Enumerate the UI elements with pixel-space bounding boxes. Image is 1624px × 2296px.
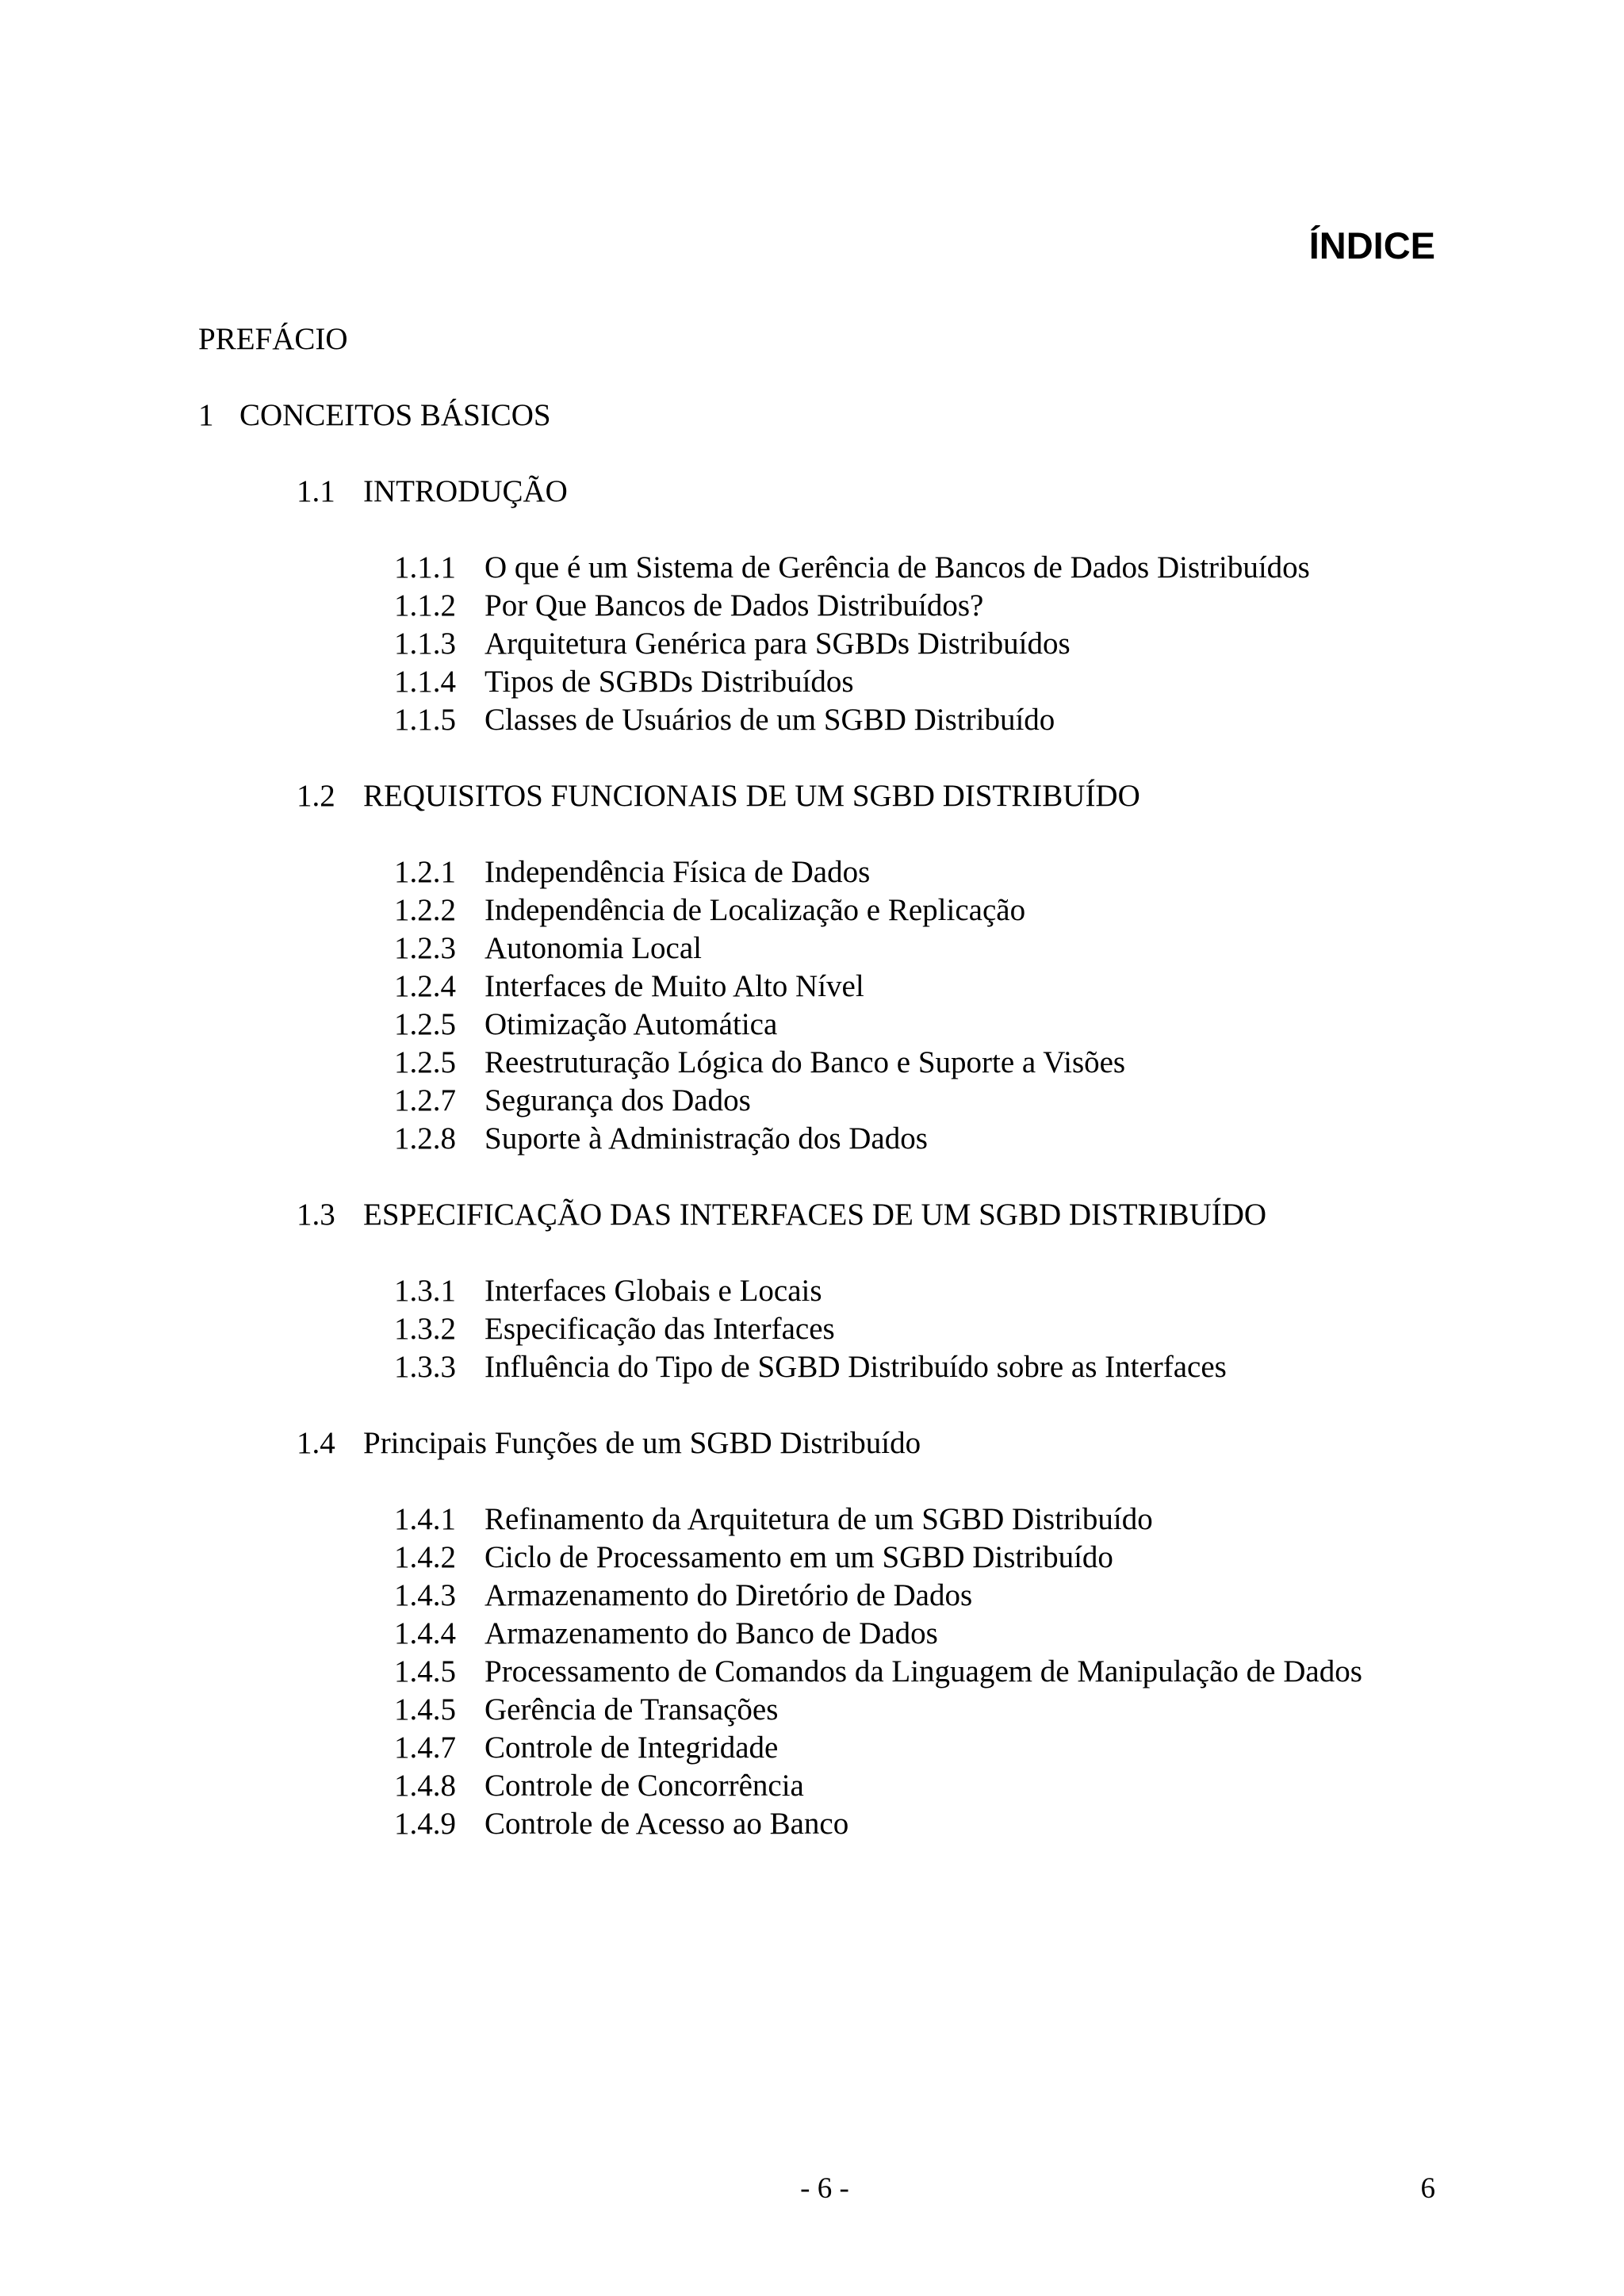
toc-item (394, 1729, 778, 1767)
toc-item (394, 853, 870, 891)
toc-item (394, 1310, 835, 1348)
toc-label: Independência Física de Dados (485, 855, 871, 889)
toc-label: Suporte à Administração dos Dados (485, 1121, 928, 1156)
toc-item (394, 1120, 928, 1158)
toc-item (394, 1272, 822, 1310)
toc-label: Autonomia Local (485, 931, 703, 965)
toc-label: Principais Funções de um SGBD Distribuído (363, 1426, 921, 1460)
toc-label: Otimização Automática (485, 1007, 778, 1041)
toc-number: 1 (198, 398, 214, 432)
toc-number: 1.1.1 (394, 550, 456, 585)
toc-item (394, 1348, 1227, 1386)
toc-label: Controle de Integridade (485, 1731, 779, 1765)
toc-item (394, 1615, 938, 1653)
toc-label: Influência do Tipo de SGBD Distribuído sobre as Interfaces (485, 1350, 1227, 1384)
toc-number: 1.4 (297, 1426, 335, 1460)
toc-label: REQUISITOS FUNCIONAIS DE UM SGBD DISTRIBUÍDO (363, 779, 1140, 813)
toc-number: 1.4.3 (394, 1578, 456, 1612)
toc-label: INTRODUÇÃO (363, 474, 568, 508)
toc-item (394, 549, 1310, 587)
toc-label: Processamento de Comandos da Linguagem de Manipulação de Dados (485, 1654, 1362, 1688)
toc-number: 1.4.7 (394, 1731, 456, 1765)
toc-number: 1.4.5 (394, 1692, 456, 1727)
toc-number: 1.4.8 (394, 1769, 456, 1803)
toc-label: Interfaces de Muito Alto Nível (485, 969, 864, 1003)
toc-item (394, 663, 854, 701)
toc-section-1-1 (297, 473, 568, 511)
toc-item (394, 625, 1071, 663)
toc-item (394, 1767, 804, 1805)
toc-number: 1.3.2 (394, 1312, 456, 1346)
toc-number: 1.3.1 (394, 1274, 456, 1308)
page-title: ÍNDICE (1308, 224, 1435, 266)
toc-number: 1.2.5 (394, 1045, 456, 1079)
toc-item (394, 930, 702, 968)
toc-label: Tipos de SGBDs Distribuídos (485, 665, 854, 699)
toc-section-1-3 (297, 1196, 1266, 1234)
toc-item (394, 1805, 848, 1843)
toc-item (394, 1082, 751, 1120)
toc-label: Segurança dos Dados (485, 1083, 751, 1117)
toc-item (394, 701, 1055, 739)
toc-label: Armazenamento do Banco de Dados (485, 1616, 938, 1650)
toc-number: 1.2 (297, 779, 335, 813)
toc-label: Independência de Localização e Replicação (485, 893, 1026, 927)
toc-label: Controle de Concorrência (485, 1769, 804, 1803)
toc-item (394, 1691, 778, 1729)
toc-chapter-1 (198, 397, 551, 435)
toc-number: 1.2.7 (394, 1083, 456, 1117)
toc-number: 1.4.2 (394, 1540, 456, 1574)
toc-number: 1.4.4 (394, 1616, 456, 1650)
toc-item (394, 587, 983, 625)
toc-label: Ciclo de Processamento em um SGBD Distribuído (485, 1540, 1113, 1574)
toc-number: 1.2.5 (394, 1007, 456, 1041)
toc-preface (198, 320, 348, 358)
toc-label: Armazenamento do Diretório de Dados (485, 1578, 973, 1612)
toc-label: Refinamento da Arquitetura de um SGBD Distribuído (485, 1502, 1153, 1536)
toc-label: O que é um Sistema de Gerência de Bancos de Dados Distribuídos (485, 550, 1310, 585)
toc-number: 1.2.1 (394, 855, 456, 889)
toc-number: 1.1.4 (394, 665, 456, 699)
toc-item (394, 1501, 1153, 1539)
toc-number: 1.2.2 (394, 893, 456, 927)
toc-item (394, 968, 864, 1006)
toc-section-1-2 (297, 777, 1140, 815)
toc-number: 1.1 (297, 474, 335, 508)
toc-number: 1.3 (297, 1198, 335, 1232)
toc-preface-label: PREFÁCIO (198, 322, 348, 356)
page-number-right: 6 (1420, 2172, 1435, 2205)
toc-label: Classes de Usuários de um SGBD Distribuído (485, 703, 1055, 737)
toc-label: Reestruturação Lógica do Banco e Suporte a Visões (485, 1045, 1126, 1079)
toc-item (394, 1539, 1113, 1577)
toc-number: 1.2.8 (394, 1121, 456, 1156)
toc-item (394, 1044, 1125, 1082)
toc-label: Gerência de Transações (485, 1692, 779, 1727)
toc-number: 1.1.3 (394, 627, 456, 661)
toc-number: 1.2.4 (394, 969, 456, 1003)
toc-label: Arquitetura Genérica para SGBDs Distribuídos (485, 627, 1071, 661)
toc-section-1-4 (297, 1424, 921, 1462)
toc-item (394, 1577, 972, 1615)
toc-label: Controle de Acesso ao Banco (485, 1807, 849, 1841)
toc-number: 1.4.5 (394, 1654, 456, 1688)
toc-label: Interfaces Globais e Locais (485, 1274, 822, 1308)
toc-item (394, 1006, 777, 1044)
toc-number: 1.4.9 (394, 1807, 456, 1841)
toc-number: 1.4.1 (394, 1502, 456, 1536)
page-number-center: - 6 - (800, 2172, 849, 2205)
toc-number: 1.1.5 (394, 703, 456, 737)
toc-item (394, 891, 1025, 930)
toc-number: 1.1.2 (394, 588, 456, 623)
toc-label: ESPECIFICAÇÃO DAS INTERFACES DE UM SGBD DISTRIBUÍDO (363, 1198, 1267, 1232)
toc-label: Especificação das Interfaces (485, 1312, 835, 1346)
toc-number: 1.2.3 (394, 931, 456, 965)
toc-label: CONCEITOS BÁSICOS (239, 398, 551, 432)
toc-label: Por Que Bancos de Dados Distribuídos? (485, 588, 984, 623)
toc-item (394, 1653, 1362, 1691)
toc-number: 1.3.3 (394, 1350, 456, 1384)
